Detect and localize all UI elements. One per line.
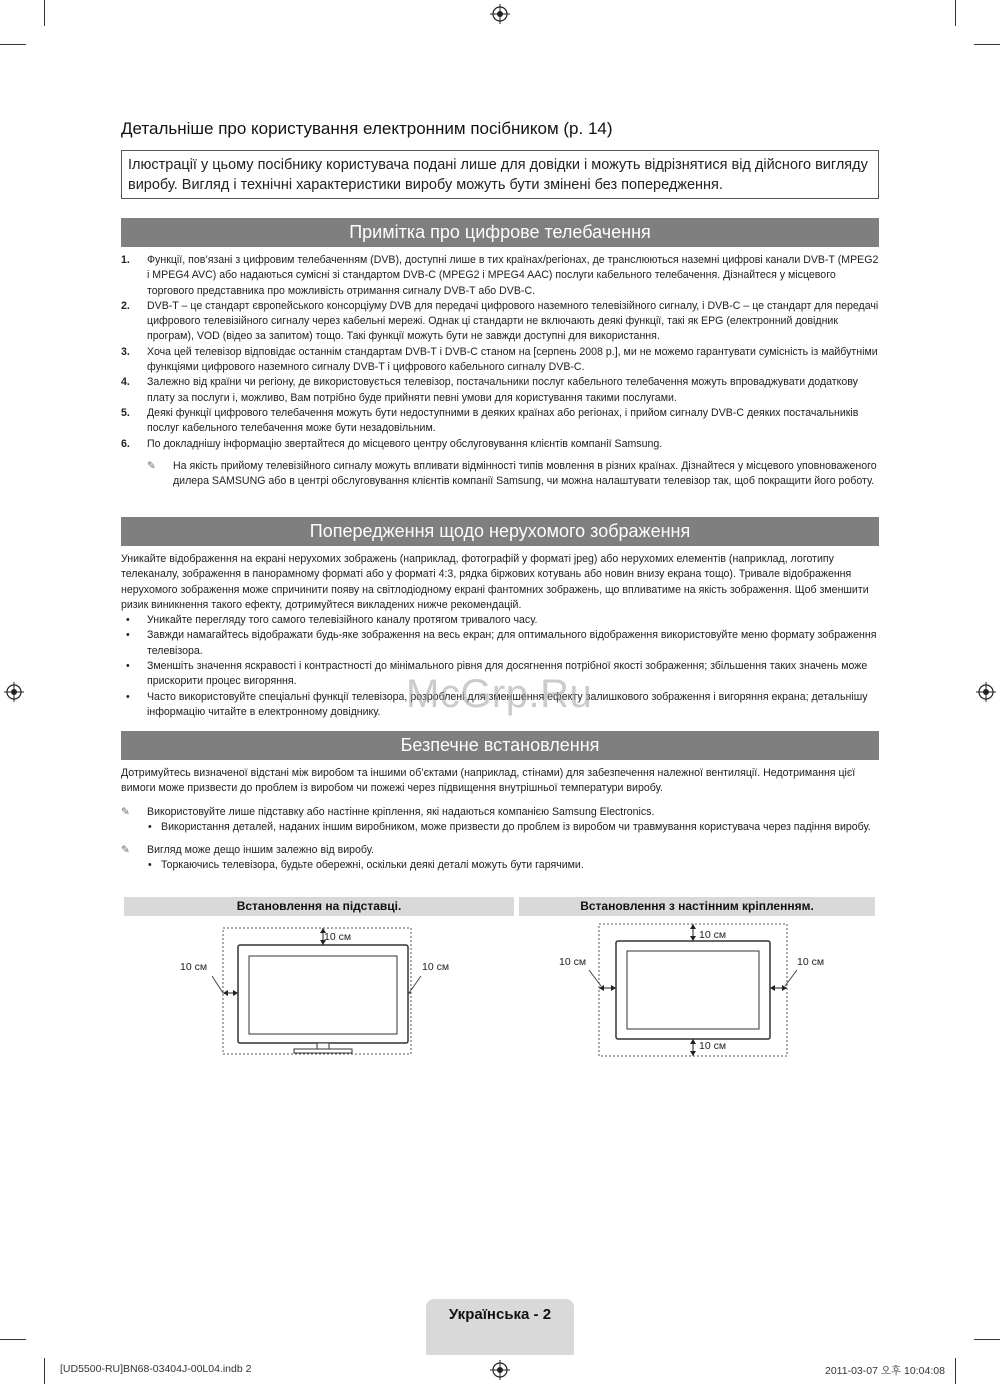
- registration-mark-icon: [490, 4, 510, 24]
- list-item: [121, 375, 879, 406]
- item-text: Залежно від країни чи регіону, де використовується телевізор, постачальники послуг кабельного телебачення можуть впроваджувати додаткову плату за послуги і, можливо, Вам потрібно буде прийняти певні умови для користування такими послугами.: [147, 376, 858, 404]
- bullet-icon: •: [126, 629, 130, 642]
- print-date: 2011-03-07 오후 10:04:08: [825, 1365, 945, 1377]
- list-item: [121, 437, 879, 452]
- list-item: [121, 253, 879, 299]
- list-item: [121, 299, 879, 345]
- item-text: Завжди намагайтесь відображати будь-яке зображення на весь екран; для оптимального відображення використовуйте меню формату зображення телевізора.: [147, 629, 877, 657]
- list-item: [121, 345, 879, 376]
- pencil-note-icon: ✎: [121, 844, 130, 857]
- watermark: McGrp.Ru: [406, 672, 593, 716]
- section-title-digital: Примітка про цифрове телебачення: [121, 218, 879, 247]
- note-text: Вигляд може дещо іншим залежно від виробу.: [147, 844, 374, 857]
- stand-install-diagram: [124, 918, 514, 1058]
- bullet-icon: •: [148, 820, 152, 833]
- registration-mark-icon: [4, 682, 24, 702]
- note: [121, 805, 879, 820]
- list-item: [121, 628, 879, 659]
- list-item: [121, 820, 879, 835]
- digital-list: [121, 253, 879, 489]
- pencil-note-icon: ✎: [147, 459, 156, 472]
- clearance-label: 10 см: [797, 956, 825, 968]
- pencil-note-icon: ✎: [121, 805, 130, 818]
- note-text: На якість прийому телевізійного сигналу можуть впливати відмінності типів мовлення в різних країнах. Дізнайтеся у місцевого уповноваженого дилера SAMSUNG або в центрі обслуговування клієнтів компанії Samsung, чи можна налаштувати телевізор так, щоб покращити його роботу.: [173, 459, 877, 488]
- item-text: По докладнішу інформацію звертайтеся до місцевого центру обслуговування клієнтів компанії Samsung.: [147, 437, 663, 450]
- installation-section: [121, 766, 879, 874]
- item-number: 6.: [121, 437, 130, 450]
- page-number: Українська - 2: [448, 1306, 552, 1323]
- item-number: 4.: [121, 376, 130, 389]
- clearance-label: 10 см: [180, 961, 208, 973]
- intro-text: Уникайте відображення на екрані нерухомих зображень (наприклад, фотографій у форматі jpeg) або нерухомих елементів (наприклад, логотипу телеканалу, зображення в панорамному форматі або у форматі 4:3, рядка біржових котувань або новин внизу екрана тощо). Тривале відображення нерухомого зображення може спричинити появу на світлодіодному екрані фантомних зображень, що впливатиме на якість зображення. Щоб зменшити ризик виникнення такого ефекту, дотримуйтеся викладених нижче рекомендацій.: [121, 553, 869, 611]
- wall-install-header: Встановлення з настінним кріпленням.: [519, 897, 875, 916]
- item-text: Уникайте перегляду того самого телевізійного каналу протягом тривалого часу.: [147, 614, 538, 627]
- wall-install-diagram: [519, 918, 875, 1058]
- item-text: Використання деталей, наданих іншим виробником, може призвести до проблем із виробом чи травмування користувача через падіння виробу.: [161, 820, 871, 833]
- bullet-icon: •: [126, 614, 130, 627]
- note-text: Використовуйте лише підставку або настінне кріплення, які надаються компанією Samsung Electronics.: [147, 805, 655, 818]
- note: [121, 843, 879, 858]
- item-text: Функції, пов’язані з цифровим телебаченням (DVB), доступні лише в тих країнах/регіонах, де транслюються наземні цифрові канали DVB-T (MPEG2 і MPEG4 AVC) або надаються сумісні зі стандартом DVB-C (MPEG2 і MPEG4 AAC) послуги кабельного телебачення. Дізнайтеся у місцевого торгового представника про можливість отримання сигналу DVB-T або DVB-C.: [147, 254, 879, 297]
- item-text: DVB-T – це стандарт європейського консорціуму DVB для передачі цифрового наземного телевізійного сигналу, і DVB-C – це стандарт для передачі цифрового телевізійного сигналу через кабельні мережі. Однак ці стандарти не включають деякі функції, такі як EPG (електронний довідник програм), VOD (відео за запитом) тощо. Такі функції можуть бути не завжди доступні для використання.: [147, 299, 879, 343]
- item-text: Хоча цей телевізор відповідає останнім стандартам DVB-T і DVB-C станом на [серпень 2008 р.], ми не можемо гарантувати сумісність із майбутніми функціями цифрового наземного сигналу DVB-T і цифрового кабельного сигналу DVB-C.: [147, 345, 878, 374]
- item-number: 1.: [121, 254, 130, 266]
- item-text: Торкаючись телевізора, будьте обережні, оскільки деякі деталі можуть бути гарячими.: [161, 859, 584, 872]
- intro-text: Дотримуйтесь визначеної відстані між виробом та іншими об’єктами (наприклад, стінами) для забезпечення належної вентиляції. Недотримання цієї вимоги може призвести до проблем із виробом чи пожежі через підвищення внутрішньої температури виробу.: [121, 767, 856, 795]
- item-number: 3.: [121, 345, 130, 358]
- bullet-icon: •: [126, 690, 130, 703]
- note: [121, 459, 879, 490]
- section-title-still-image: Попередження щодо нерухомого зображення: [121, 517, 879, 546]
- clearance-label: 10 см: [699, 1040, 727, 1052]
- item-number: 5.: [121, 406, 130, 419]
- bullet-icon: •: [148, 859, 152, 872]
- section-title-installation: Безпечне встановлення: [121, 731, 879, 760]
- item-text: Часто використовуйте спеціальні функції телевізора, розроблені для зменшення ефекту залишкового зображення і вигоряння екрана; детальнішу інформацію читайте в електронному довіднику.: [147, 690, 868, 718]
- list-item: [121, 858, 879, 873]
- list-item: [121, 406, 879, 437]
- disclaimer-box: Ілюстрації у цьому посібнику користувача подані лише для довідки і можуть відрізнятися від дійсного вигляду виробу. Вигляд і технічні характеристики виробу можуть бути змінені без попередження.: [121, 150, 879, 199]
- clearance-label: 10 см: [559, 956, 587, 968]
- list-item: [121, 613, 879, 628]
- file-info: [UD5500-RU]BN68-03404J-00L04.indb 2: [60, 1363, 252, 1375]
- bullet-icon: •: [126, 660, 130, 673]
- clearance-label: 10 см: [422, 961, 450, 973]
- page-heading: Детальніше про користування електронним посібником (р. 14): [121, 119, 613, 138]
- stand-install-header: Встановлення на підставці.: [124, 897, 514, 916]
- item-text: Зменшіть значення яскравості і контрастності до мінімального рівня для досягнення потрібної якості зображення; збільшення таких значень може прискорити процес вигоряння.: [147, 660, 868, 688]
- registration-mark-icon: [490, 1360, 510, 1380]
- item-text: Деякі функції цифрового телебачення можуть бути недоступними в деяких країнах або регіонах, і прийом сигналу DVB-C деяких постачальників послуг кабельного телебачення може бути незадовільним.: [147, 406, 859, 435]
- clearance-label: 10 см: [699, 929, 727, 941]
- item-number: 2.: [121, 299, 130, 312]
- registration-mark-icon: [976, 682, 996, 702]
- clearance-label: 10 см: [324, 931, 352, 943]
